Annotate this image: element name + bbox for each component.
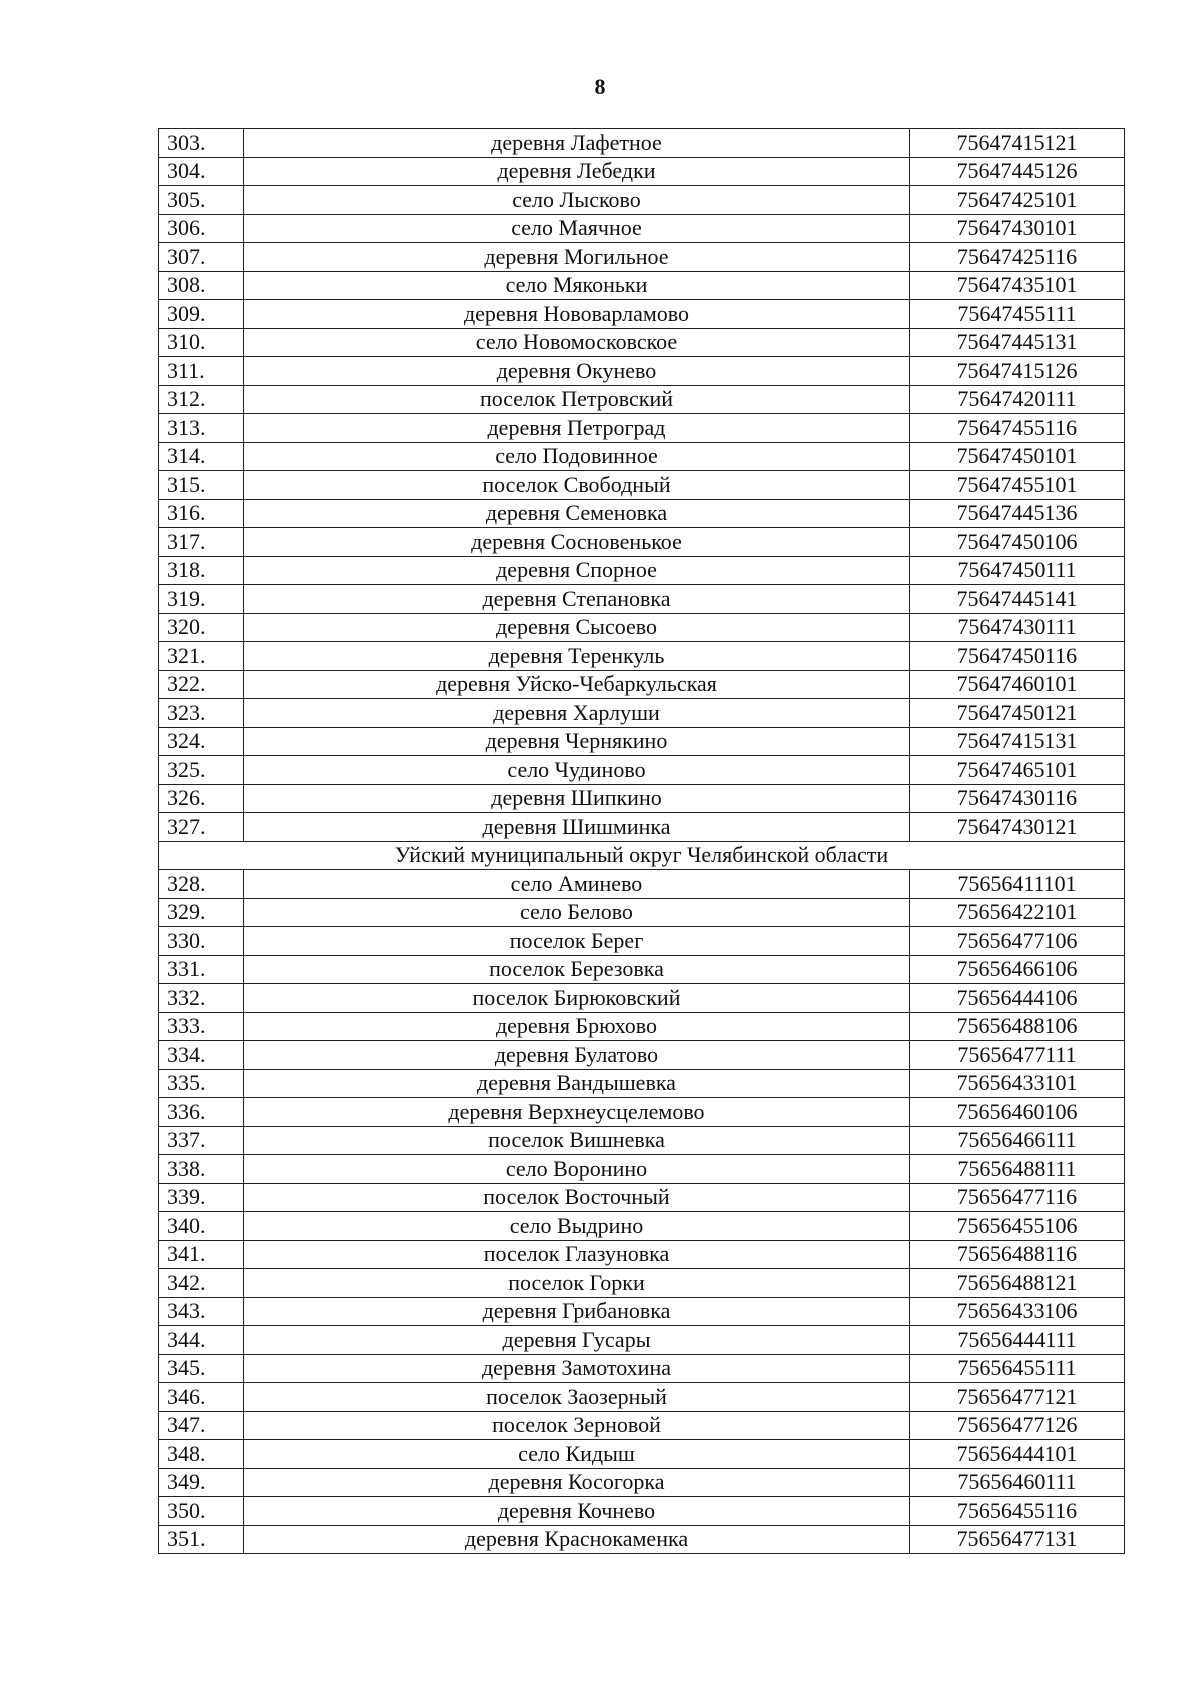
settlement-name: деревня Лафетное	[244, 129, 910, 158]
table-row	[159, 984, 1125, 1013]
table-row	[159, 813, 1125, 842]
table-row	[159, 556, 1125, 585]
settlement-name: поселок Заозерный	[244, 1383, 910, 1412]
table-row	[159, 499, 1125, 528]
settlement-name: село Аминево	[244, 870, 910, 899]
settlements-table	[158, 128, 1125, 1554]
oktmo-code: 75647425101	[910, 186, 1125, 215]
table-row	[159, 1240, 1125, 1269]
oktmo-code: 75656477131	[910, 1525, 1125, 1554]
row-number: 305.	[159, 186, 244, 215]
row-number: 314.	[159, 442, 244, 471]
section-header: Уйский муниципальный округ Челябинской области	[159, 841, 1125, 870]
oktmo-code: 75647445136	[910, 499, 1125, 528]
table-row	[159, 157, 1125, 186]
table-row	[159, 1212, 1125, 1241]
oktmo-code: 75656455111	[910, 1354, 1125, 1383]
table-row	[159, 1354, 1125, 1383]
settlement-name: деревня Нововарламово	[244, 300, 910, 329]
oktmo-code: 75647425116	[910, 243, 1125, 272]
row-number: 312.	[159, 385, 244, 414]
settlement-name: село Лысково	[244, 186, 910, 215]
table-row	[159, 699, 1125, 728]
row-number: 331.	[159, 955, 244, 984]
oktmo-code: 75647450121	[910, 699, 1125, 728]
table-row	[159, 300, 1125, 329]
table-row	[159, 756, 1125, 785]
settlement-name: поселок Берег	[244, 927, 910, 956]
table-row	[159, 129, 1125, 158]
table-row	[159, 1326, 1125, 1355]
table-row	[159, 1012, 1125, 1041]
oktmo-code: 75656477111	[910, 1041, 1125, 1070]
settlement-name: деревня Теренкуль	[244, 642, 910, 671]
oktmo-code: 75647445141	[910, 585, 1125, 614]
settlement-name: поселок Горки	[244, 1269, 910, 1298]
oktmo-code: 75656460106	[910, 1098, 1125, 1127]
table-body-after	[159, 870, 1125, 1554]
table-row	[159, 1069, 1125, 1098]
settlement-name: деревня Шипкино	[244, 784, 910, 813]
table-row	[159, 585, 1125, 614]
oktmo-code: 75647430116	[910, 784, 1125, 813]
oktmo-code: 75647445131	[910, 328, 1125, 357]
table-row	[159, 442, 1125, 471]
row-number: 332.	[159, 984, 244, 1013]
oktmo-code: 75656422101	[910, 898, 1125, 927]
row-number: 313.	[159, 414, 244, 443]
row-number: 326.	[159, 784, 244, 813]
table-row	[159, 1155, 1125, 1184]
oktmo-code: 75647435101	[910, 271, 1125, 300]
oktmo-code: 75656477106	[910, 927, 1125, 956]
settlement-name: село Белово	[244, 898, 910, 927]
oktmo-code: 75647450106	[910, 528, 1125, 557]
table-row	[159, 271, 1125, 300]
table-row	[159, 243, 1125, 272]
row-number: 344.	[159, 1326, 244, 1355]
oktmo-code: 75656488106	[910, 1012, 1125, 1041]
row-number: 317.	[159, 528, 244, 557]
oktmo-code: 75656455106	[910, 1212, 1125, 1241]
oktmo-code: 75647465101	[910, 756, 1125, 785]
settlement-name: деревня Замотохина	[244, 1354, 910, 1383]
section-header-row	[159, 841, 1125, 870]
settlement-name: деревня Лебедки	[244, 157, 910, 186]
oktmo-code: 75656488121	[910, 1269, 1125, 1298]
row-number: 307.	[159, 243, 244, 272]
oktmo-code: 75647430121	[910, 813, 1125, 842]
table-row	[159, 1411, 1125, 1440]
table-section	[159, 841, 1125, 870]
settlement-name: поселок Вишневка	[244, 1126, 910, 1155]
oktmo-code: 75647430111	[910, 613, 1125, 642]
oktmo-code: 75647430101	[910, 214, 1125, 243]
settlement-name: деревня Верхнеусцелемово	[244, 1098, 910, 1127]
table-row	[159, 1383, 1125, 1412]
row-number: 339.	[159, 1183, 244, 1212]
row-number: 325.	[159, 756, 244, 785]
oktmo-code: 75647415121	[910, 129, 1125, 158]
row-number: 338.	[159, 1155, 244, 1184]
table-body-before	[159, 129, 1125, 842]
settlement-name: деревня Вандышевка	[244, 1069, 910, 1098]
settlement-name: поселок Петровский	[244, 385, 910, 414]
settlement-name: деревня Могильное	[244, 243, 910, 272]
settlement-name: село Маячное	[244, 214, 910, 243]
row-number: 333.	[159, 1012, 244, 1041]
table-row	[159, 528, 1125, 557]
row-number: 347.	[159, 1411, 244, 1440]
table-row	[159, 385, 1125, 414]
row-number: 315.	[159, 471, 244, 500]
settlement-name: село Мяконьки	[244, 271, 910, 300]
row-number: 310.	[159, 328, 244, 357]
oktmo-code: 75647450111	[910, 556, 1125, 585]
oktmo-code: 75656444111	[910, 1326, 1125, 1355]
row-number: 329.	[159, 898, 244, 927]
row-number: 324.	[159, 727, 244, 756]
settlement-name: деревня Шишминка	[244, 813, 910, 842]
row-number: 322.	[159, 670, 244, 699]
table-row	[159, 471, 1125, 500]
settlement-name: село Новомосковское	[244, 328, 910, 357]
oktmo-code: 75647415131	[910, 727, 1125, 756]
oktmo-code: 75656411101	[910, 870, 1125, 899]
row-number: 304.	[159, 157, 244, 186]
settlement-name: деревня Косогорка	[244, 1468, 910, 1497]
oktmo-code: 75647450116	[910, 642, 1125, 671]
settlement-name: поселок Зерновой	[244, 1411, 910, 1440]
table-row	[159, 1525, 1125, 1554]
settlement-name: деревня Уйско-Чебаркульская	[244, 670, 910, 699]
oktmo-code: 75647445126	[910, 157, 1125, 186]
settlement-name: поселок Бирюковский	[244, 984, 910, 1013]
settlement-name: деревня Брюхово	[244, 1012, 910, 1041]
row-number: 309.	[159, 300, 244, 329]
row-number: 345.	[159, 1354, 244, 1383]
oktmo-code: 75656477126	[910, 1411, 1125, 1440]
oktmo-code: 75647455111	[910, 300, 1125, 329]
settlement-name: деревня Петроград	[244, 414, 910, 443]
table-row	[159, 613, 1125, 642]
table-row	[159, 414, 1125, 443]
table-row	[159, 1440, 1125, 1469]
table-row	[159, 727, 1125, 756]
table-row	[159, 784, 1125, 813]
settlement-name: деревня Булатово	[244, 1041, 910, 1070]
settlement-name: деревня Харлуши	[244, 699, 910, 728]
table-row	[159, 186, 1125, 215]
row-number: 335.	[159, 1069, 244, 1098]
row-number: 323.	[159, 699, 244, 728]
row-number: 320.	[159, 613, 244, 642]
table-row	[159, 1183, 1125, 1212]
row-number: 343.	[159, 1297, 244, 1326]
settlement-name: деревня Краснокаменка	[244, 1525, 910, 1554]
oktmo-code: 75647460101	[910, 670, 1125, 699]
row-number: 308.	[159, 271, 244, 300]
row-number: 337.	[159, 1126, 244, 1155]
table-row	[159, 1468, 1125, 1497]
row-number: 328.	[159, 870, 244, 899]
settlement-name: деревня Чернякино	[244, 727, 910, 756]
row-number: 340.	[159, 1212, 244, 1241]
row-number: 327.	[159, 813, 244, 842]
table-row	[159, 927, 1125, 956]
oktmo-code: 75656466106	[910, 955, 1125, 984]
settlement-name: деревня Сосновенькое	[244, 528, 910, 557]
oktmo-code: 75656488116	[910, 1240, 1125, 1269]
table-row	[159, 1269, 1125, 1298]
row-number: 346.	[159, 1383, 244, 1412]
row-number: 321.	[159, 642, 244, 671]
oktmo-code: 75647420111	[910, 385, 1125, 414]
settlement-name: деревня Кочнево	[244, 1497, 910, 1526]
oktmo-code: 75656444106	[910, 984, 1125, 1013]
oktmo-code: 75656455116	[910, 1497, 1125, 1526]
oktmo-code: 75647455101	[910, 471, 1125, 500]
oktmo-code: 75647455116	[910, 414, 1125, 443]
settlement-name: село Чудиново	[244, 756, 910, 785]
row-number: 348.	[159, 1440, 244, 1469]
settlement-name: деревня Семеновка	[244, 499, 910, 528]
row-number: 303.	[159, 129, 244, 158]
table-row	[159, 898, 1125, 927]
row-number: 342.	[159, 1269, 244, 1298]
table-row	[159, 870, 1125, 899]
settlement-name: село Кидыш	[244, 1440, 910, 1469]
settlement-name: деревня Степановка	[244, 585, 910, 614]
table-row	[159, 328, 1125, 357]
oktmo-code: 75656466111	[910, 1126, 1125, 1155]
settlement-name: деревня Спорное	[244, 556, 910, 585]
table-row	[159, 1297, 1125, 1326]
row-number: 334.	[159, 1041, 244, 1070]
oktmo-code: 75656488111	[910, 1155, 1125, 1184]
row-number: 330.	[159, 927, 244, 956]
row-number: 319.	[159, 585, 244, 614]
row-number: 306.	[159, 214, 244, 243]
table-row	[159, 1126, 1125, 1155]
settlement-name: деревня Окунево	[244, 357, 910, 386]
settlement-name: деревня Гусары	[244, 1326, 910, 1355]
oktmo-code: 75656477116	[910, 1183, 1125, 1212]
settlement-name: деревня Грибановка	[244, 1297, 910, 1326]
settlement-name: село Выдрино	[244, 1212, 910, 1241]
oktmo-code: 75656444101	[910, 1440, 1125, 1469]
row-number: 341.	[159, 1240, 244, 1269]
table-row	[159, 357, 1125, 386]
table-row	[159, 955, 1125, 984]
row-number: 350.	[159, 1497, 244, 1526]
settlement-name: деревня Сысоево	[244, 613, 910, 642]
oktmo-code: 75656477121	[910, 1383, 1125, 1412]
table-row	[159, 642, 1125, 671]
settlement-name: поселок Свободный	[244, 471, 910, 500]
page-number: 8	[594, 74, 606, 99]
oktmo-code: 75656433101	[910, 1069, 1125, 1098]
settlement-name: поселок Березовка	[244, 955, 910, 984]
row-number: 351.	[159, 1525, 244, 1554]
settlement-name: поселок Восточный	[244, 1183, 910, 1212]
oktmo-code: 75656460111	[910, 1468, 1125, 1497]
oktmo-code: 75647415126	[910, 357, 1125, 386]
table-row	[159, 670, 1125, 699]
settlement-name: село Подовинное	[244, 442, 910, 471]
row-number: 336.	[159, 1098, 244, 1127]
table-row	[159, 214, 1125, 243]
oktmo-code: 75647450101	[910, 442, 1125, 471]
row-number: 316.	[159, 499, 244, 528]
settlement-name: поселок Глазуновка	[244, 1240, 910, 1269]
table-row	[159, 1041, 1125, 1070]
oktmo-code: 75656433106	[910, 1297, 1125, 1326]
row-number: 349.	[159, 1468, 244, 1497]
table-row	[159, 1497, 1125, 1526]
table-row	[159, 1098, 1125, 1127]
row-number: 318.	[159, 556, 244, 585]
row-number: 311.	[159, 357, 244, 386]
settlement-name: село Воронино	[244, 1155, 910, 1184]
